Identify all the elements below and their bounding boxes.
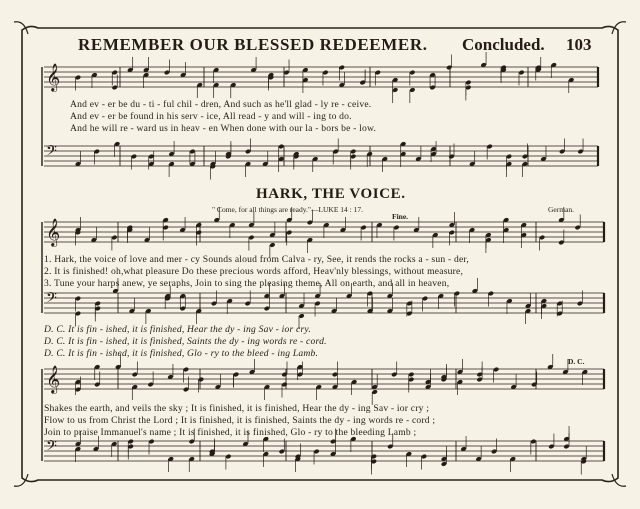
verse-line-1: And ev - er be du - ti - ful chil - dren, And such as he'll glad - ly re - ceive.	[70, 99, 372, 110]
page-number: 103	[566, 35, 592, 54]
stanza-line-3: 3. Tune your harps anew, ye seraphs, Join to sing the pleasing theme, All on earth, and all in heaven,	[44, 278, 450, 289]
bass-clef-icon: 𝄢	[46, 290, 57, 310]
treble-clef-icon: 𝄞	[46, 218, 61, 246]
dc-marking: D. C.	[568, 357, 585, 366]
refrain-line-2: Flow to us from Christ the Lord ; It is finished, it is finished, Saints the dy - ing words re - cord ;	[44, 415, 436, 426]
dc-line-2: D. C. It is fin - ished, it is finished, Saints the dy - ing words re - cord.	[44, 336, 327, 347]
treble-clef-icon: 𝄞	[46, 63, 61, 91]
bass-clef-icon: 𝄢	[46, 438, 57, 458]
refrain-line-3: Join to praise Immanuel's name ; It is finished, it is finished, Glo - ry to the bleeding Lamb ;	[44, 427, 417, 438]
composer-credit: German.	[548, 205, 575, 214]
bass-clef-icon: 𝄢	[46, 143, 57, 163]
stanza-line-1: 1. Hark, the voice of love and mer - cy Sounds aloud from Calva - ry, See, it rends the rocks a - sun - der,	[44, 254, 470, 265]
verse-line-3: And he will re - ward us in heav - en When done with our la - bors be - low.	[70, 123, 377, 134]
hymn-title: REMEMBER OUR BLESSED REDEEMER.	[78, 35, 428, 54]
verse-line-2: And ev - er be found in his serv - ice, All read - y and will - ing to do.	[70, 111, 352, 122]
stanza-line-2: 2. It is finished! oh,what pleasure Do these precious words afford, Heav'nly blessings, without measure,	[44, 266, 464, 277]
dc-line-3: D. C. It is fin - ished, it is finished, Glo - ry to the bleed - ing Lamb.	[44, 348, 319, 359]
dc-line-1: D. C. It is fin - ished, it is finished, Hear the dy - ing Sav - ior cry.	[44, 324, 311, 335]
fine-marking: Fine.	[392, 212, 409, 221]
refrain-line-1: Shakes the earth, and veils the sky ; It is finished, it is finished, Hear the dy - ing Sav - ior cry ;	[44, 403, 430, 414]
second-hymn-title: HARK, THE VOICE.	[256, 186, 406, 202]
treble-clef-icon: 𝄞	[46, 365, 61, 393]
scripture-epigraph: " Come, for all things are ready."—LUKE 14 : 17.	[212, 205, 364, 214]
concluded-label: Concluded.	[462, 35, 545, 54]
